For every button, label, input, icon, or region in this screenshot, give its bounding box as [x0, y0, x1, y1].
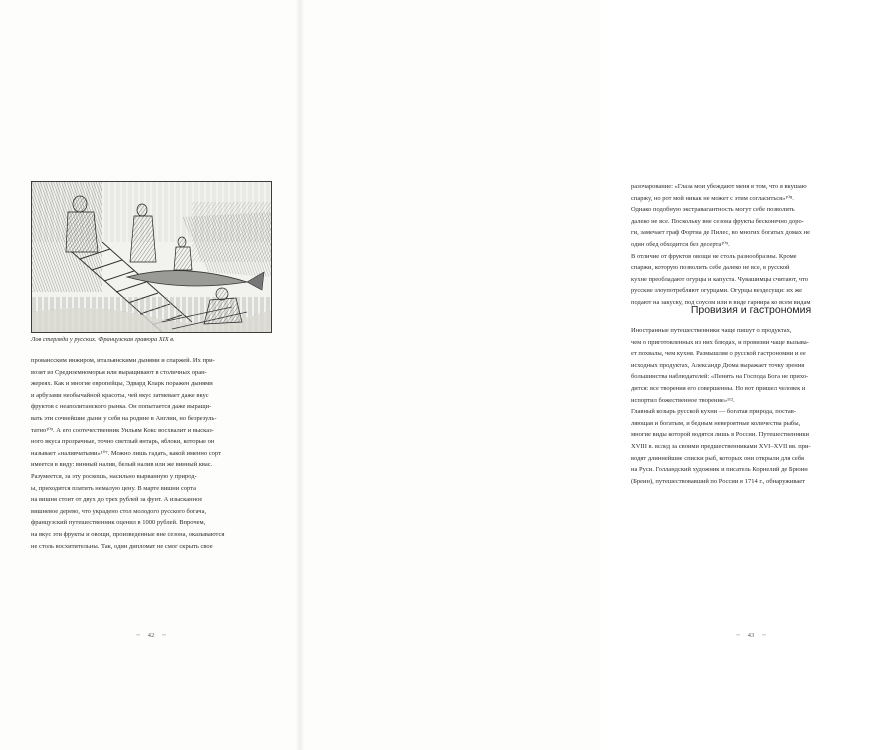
folio-mark: ~	[136, 632, 140, 639]
left-page-text	[31, 355, 271, 552]
text-line: ги, замечает граф Фортиа де Пилес, во многих богатых домах не	[631, 229, 811, 237]
text-line: водят длиннейшие списки рыб, которых они открыли для себя	[631, 454, 804, 462]
text-line: на вкус эти фрукты и овощи, произведенные вне сезона, оказываются	[31, 530, 225, 538]
text-line: испортил божественное творение»¹¹².	[631, 396, 735, 404]
text-line: многие виды которой водятся лишь в России. Путешественники	[631, 431, 810, 439]
text-line: фруктов с неаполитанского рынка. Он попытается даже выращи-	[31, 403, 212, 411]
text-line: русские злоупотребляют огурцами. Огурцы вездесущи: их же	[631, 287, 803, 295]
text-line: разочарование: «Глаза мои убеждают меня в том, что я вкушаю	[631, 183, 807, 190]
page-number: 42	[147, 632, 155, 639]
figure-caption: Лов стерляди у русских. Французская гравюра XIX в.	[31, 336, 175, 343]
text-line: на Руси. Голландский художник и писатель Корнелий де Брюин	[631, 466, 808, 474]
fishing-scene-drawing	[32, 182, 271, 332]
text-line: вать эти сочнейшие дыни у себя на родине в Англии, но безрезуль-	[31, 414, 217, 422]
text-line: подают на закуску, под соусом или в виде гарнира ко всем видам	[631, 298, 811, 306]
text-line: дится: все творения его совершенны. Но вот пришел человек и	[631, 384, 806, 392]
text-line: не столь восхитительны. Так, один дипломат не смог скрыть свое	[31, 542, 213, 550]
text-line: спаржи, которую позволить себе далеко не все, в русской	[631, 264, 790, 272]
text-line: спаржу, но рот мой никак не может с этим согласиться»¹⁰⁸.	[631, 194, 794, 202]
right-page-text-top	[631, 181, 871, 309]
text-line: имеется в виду: винный налив, белый налив или же винный квас.	[31, 461, 213, 469]
text-line: чем о приготовленных из них блюдах, и провизии чаще вызыва-	[631, 338, 809, 346]
text-line: ет похвалы, чем кухня. Размышляя о русской гастрономии и ее	[631, 350, 806, 358]
text-line: далеко не все. Поскольку вне сезона фрукты бесконечно доро-	[631, 217, 804, 225]
text-line: Главный козырь русской кухни — богатая природа, постав-	[631, 408, 797, 416]
text-line: Иностранные путешественники чаще пишут о продуктах,	[631, 327, 792, 334]
left-page	[0, 0, 300, 750]
page-number-left	[31, 632, 271, 639]
text-line: кухне преобладают огурцы и капуста. Чувашимцы считают, что	[631, 275, 809, 283]
folio-mark: ~	[762, 632, 766, 639]
text-line: называет «наливчатыми»¹⁰⁷. Можно лишь гадать, какой именно сорт	[31, 449, 221, 457]
right-page-text-bottom	[631, 325, 871, 487]
text-line: В отличие от фруктов овощи не столь разнообразны. Кроме	[631, 252, 797, 260]
text-line: жереях. Как и многие европейцы, Эдвард Кларк поражен дынями	[31, 380, 213, 388]
page-number: 43	[747, 632, 755, 639]
text-line: ляющая и богатым, и бедным невероятные количества рыбы,	[631, 419, 801, 427]
text-line: на вишня стоит от двух до трех рублей за фунт. А изысканное	[31, 496, 203, 504]
text-line: французский путешественник оценил в 1000 рублей. Впрочем,	[31, 519, 206, 527]
text-line: большинства наблюдателей: «Пенять на Господа Бога не прихо-	[631, 373, 809, 381]
text-line: Разумеется, за эту роскошь, насильно вырванную у природ-	[31, 472, 197, 480]
text-line: и арбузами необычайной красоты, чей вкус затмевает даже вкус	[31, 391, 209, 399]
page-number-right	[631, 632, 871, 639]
text-line: исходных продуктах, Александр Дюма выражает точку зрения	[631, 361, 805, 369]
text-line: один обед обходится без десерта¹⁰⁹.	[631, 240, 730, 248]
right-page	[300, 0, 812, 750]
section-heading: Провизия и гастрономия	[690, 304, 812, 316]
text-line: ного вкуса прозрачные, точно светлый янтарь, яблоки, которые он	[31, 438, 215, 446]
engraving-illustration	[31, 181, 272, 333]
text-line: XVIII в. вслед за своими предшественниками XVI–XVII вв. при-	[631, 442, 811, 450]
text-line: возят из Средиземноморья или выращивают в столичных оран-	[31, 368, 207, 376]
folio-mark: ~	[162, 632, 166, 639]
folio-mark: ~	[736, 632, 740, 639]
text-line: (Бреин), путешествовавший по России в 1714 г., обнаруживает	[631, 477, 805, 485]
text-line: татно¹⁰⁹. А его соотечественник Уильям Кокс восхвалит и высказ-	[31, 426, 214, 434]
text-line: Однако подобную экстравагантность могут себе позволить	[631, 206, 795, 214]
text-line: вишневое дерево, что украдено стол молодого русского богача,	[31, 507, 207, 515]
text-line: ы, приходится платить немалую цену. В марте вишни сорта	[31, 484, 196, 492]
text-line: провансским инжиром, итальянскими дынями и спаржей. Их при-	[31, 357, 215, 364]
